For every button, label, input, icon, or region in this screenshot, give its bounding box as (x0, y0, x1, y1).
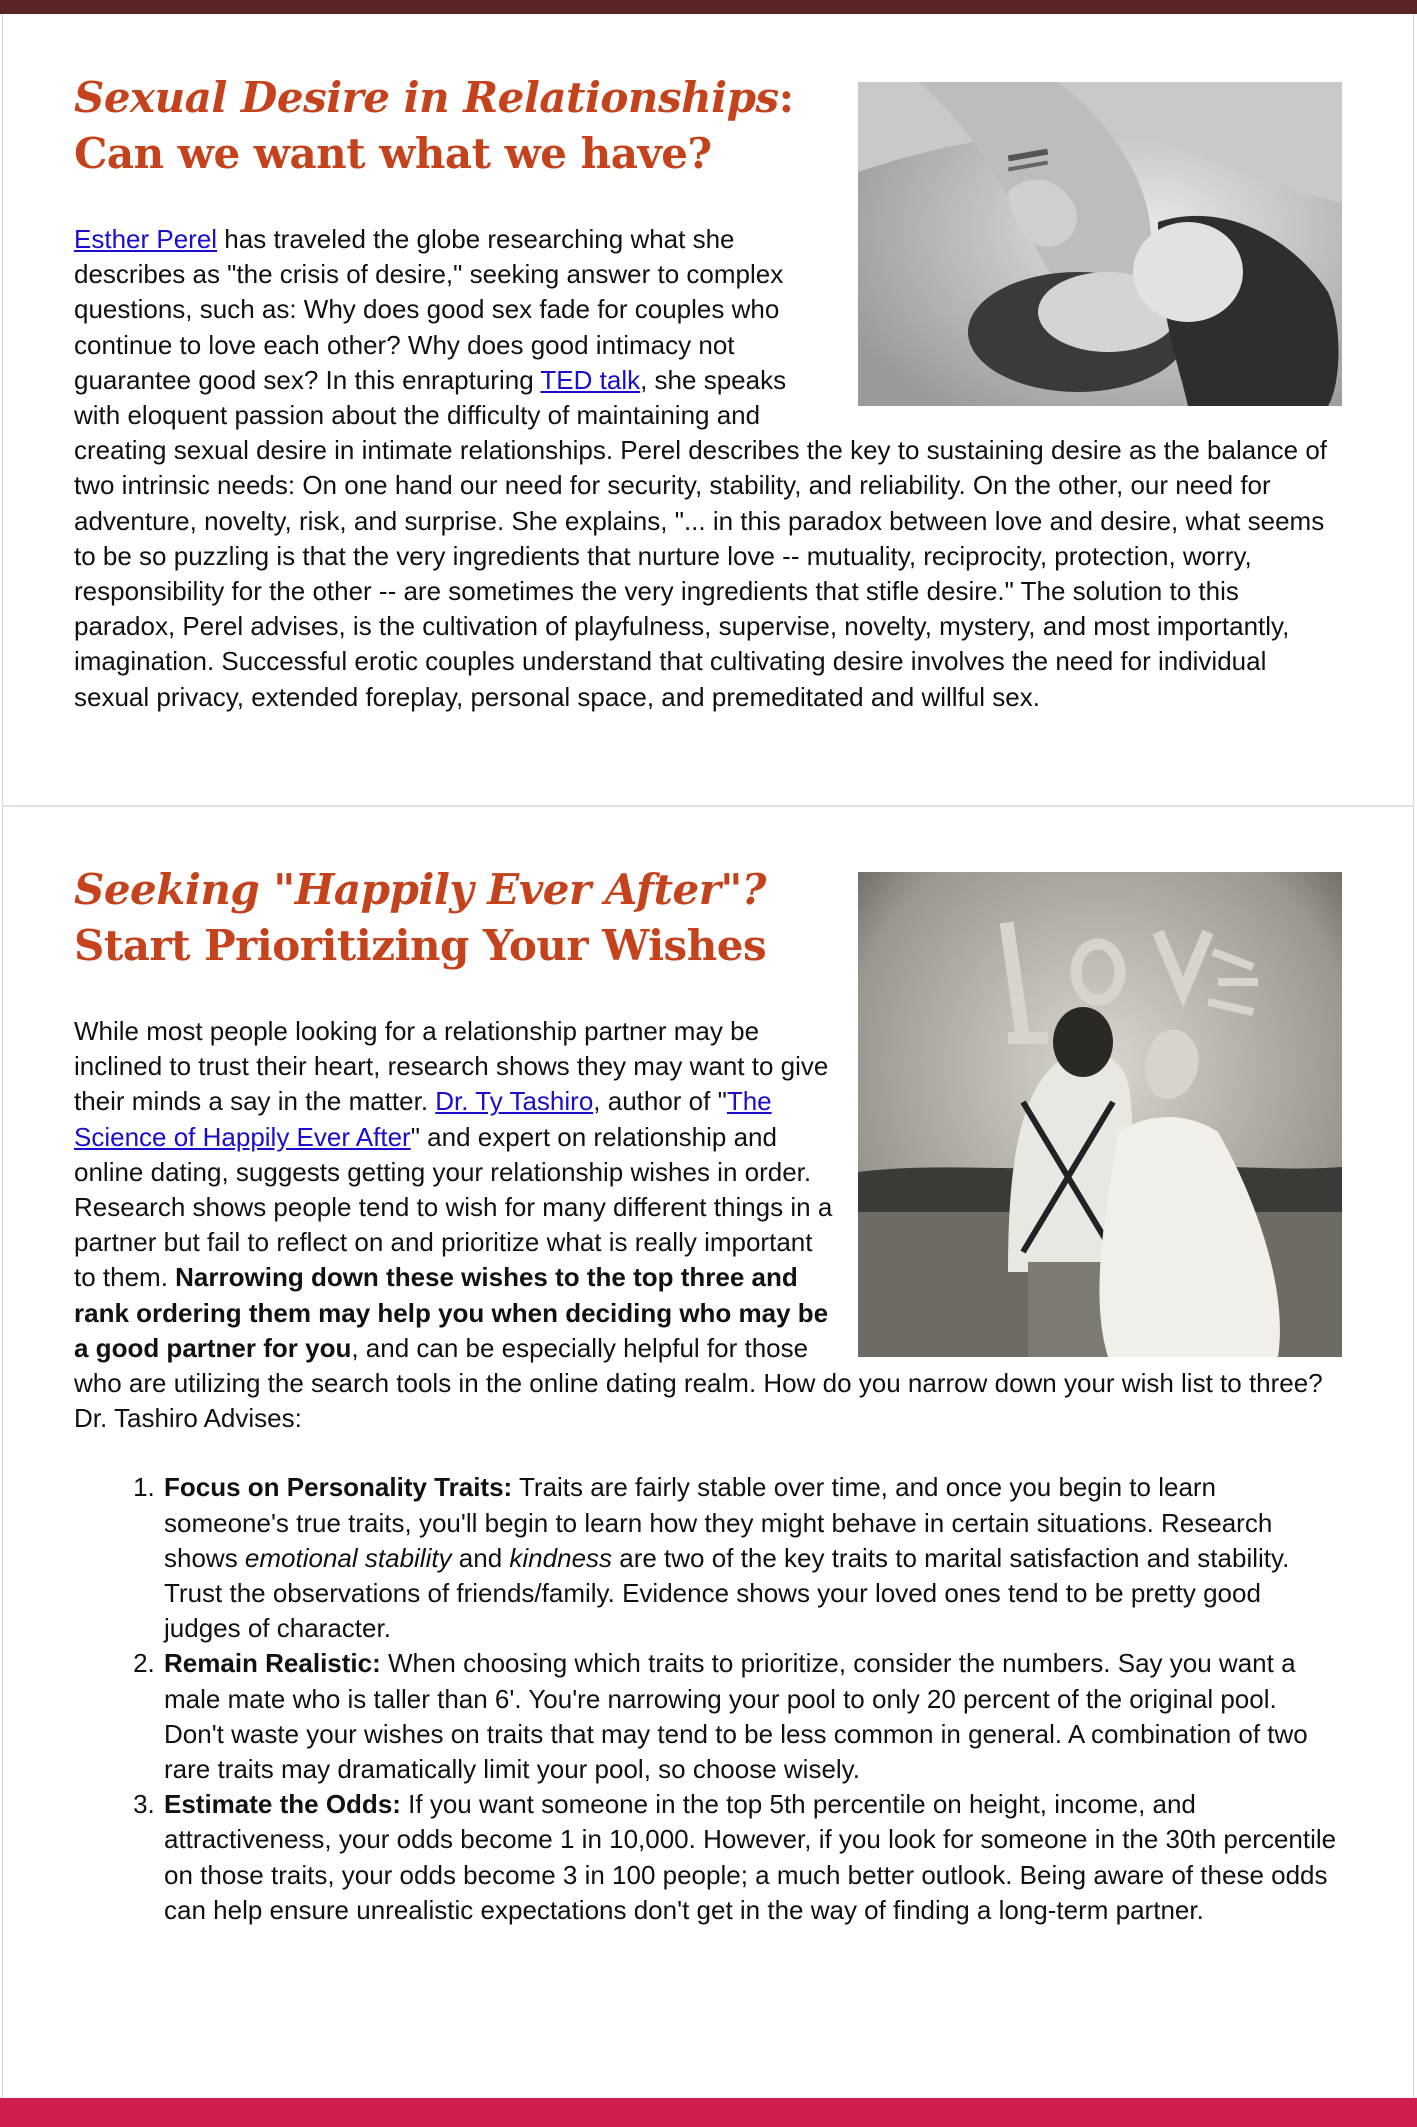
list-item-title: Focus on Personality Traits: (164, 1472, 513, 1503)
article2-headline-rest: Start Prioritizing Your Wishes (74, 921, 767, 970)
list-item-title: Estimate the Odds: (164, 1789, 401, 1820)
dr-ty-tashiro-link[interactable]: Dr. Ty Tashiro (435, 1086, 594, 1117)
ted-talk-link[interactable]: TED talk (540, 364, 641, 395)
couple-kissing-photo (858, 82, 1342, 406)
article2-text-c: " and expert on relationship and online dating, suggests getting your relationship wishes in order. Research shows people tend to wish for many different things in a partner but fail to reflect on and prioritize what is really important to them. (74, 1121, 833, 1293)
list-item-text: Traits are fairly stable over time, and once you begin to learn someone's true traits, you'll begin to learn how they might behave in certain situations. Research shows (164, 1472, 1273, 1573)
article1-headline-rest: : Can we want what we have? (74, 73, 794, 178)
esther-perel-link[interactable]: Esther Perel (74, 224, 218, 254)
list-item-text: and (451, 1542, 510, 1573)
article-sexual-desire (74, 70, 1342, 715)
list-item-title: Remain Realistic: (164, 1648, 381, 1679)
list-item-italic: emotional stability (244, 1542, 452, 1573)
list-item-text: When choosing which traits to prioritize, consider the numbers. Say you want a male mate who is taller than 6'. You're narrowing your pool to only 20 percent of the original pool. Don't waste your wishes on traits that may tend to be less common in general. A combination of two rare traits may dramatically limit your pool, so choose wisely. (164, 1648, 1308, 1785)
bottom-color-bar (0, 2098, 1417, 2127)
tashiro-advice-list (74, 1470, 1342, 1928)
article1-text-b: , she speaks with eloquent passion about the difficulty of maintaining and creating sexual desire in intimate relationships. Perel describes the key to sustaining desire as the balance of two intrinsic needs: On one hand our need for security, stability, and reliability. On the other, our need for adventure, novelty, risk, and surprise. She explains, "... in this paradox between love and desire, what seems to be so puzzling is that the very ingredients that nurture love -- mutuality, reciprocity, protection, worry, responsibility for the other -- are sometimes the very ingredients that stifle desire." The solution to this paradox, Perel advises, is the cultivation of playfulness, supervise, novelty, mystery, and most importantly, imagination. Successful erotic couples understand that cultivating desire involves the need for individual sexual privacy, extended foreplay, personal space, and premeditated and willful sex. (74, 364, 1328, 712)
article1-headline-italic: Sexual Desire in Relationships (74, 73, 779, 122)
article2-text-a: While most people looking for a relationship partner may be inclined to trust their heart, research shows they may want to give their minds a say in the matter. (74, 1016, 829, 1117)
science-of-happily-ever-after-link[interactable]: The Science of Happily Ever After (74, 1086, 772, 1152)
article2-bold-text: Narrowing down these wishes to the top three and rank ordering them may help you when deciding who may be a good partner for you (74, 1262, 829, 1363)
couple-love-sign-photo (858, 872, 1342, 1357)
article2-headline-italic: Seeking "Happily Ever After"? (74, 865, 766, 914)
list-item-text: If you want someone in the top 5th percentile on height, income, and attractiveness, your odds become 1 in 10,000. However, if you look for someone in the 30th percentile on those traits, your odds become 3 in 100 people; a much better outlook. Being aware of these odds can help ensure unrealistic expectations don't get in the way of finding a long-term partner. (164, 1789, 1337, 1925)
article-happily-ever-after (74, 862, 1342, 1928)
list-item (162, 1787, 1342, 1928)
article2-text-b: , author of " (593, 1086, 727, 1117)
list-item-italic: kindness (509, 1542, 613, 1573)
top-color-bar (0, 0, 1417, 14)
list-item (162, 1646, 1342, 1787)
article1-text-a: has traveled the globe researching what she describes as "the crisis of desire," seeking answer to complex questions, such as: Why does good sex fade for couples who continue to love each other? Why does good intimacy not guarantee good sex? In this enrapturing (74, 224, 784, 395)
article2-text-d: , and can be especially helpful for those who are utilizing the search tools in the online dating realm. How do you narrow down your wish list to three? Dr. Tashiro Advises: (74, 1332, 1323, 1434)
list-item (162, 1470, 1342, 1646)
section-divider (2, 805, 1414, 807)
list-item-text: are two of the key traits to marital satisfaction and stability. Trust the observations of friends/family. Evidence shows your loved ones tend to be pretty good judges of character. (164, 1542, 1290, 1644)
